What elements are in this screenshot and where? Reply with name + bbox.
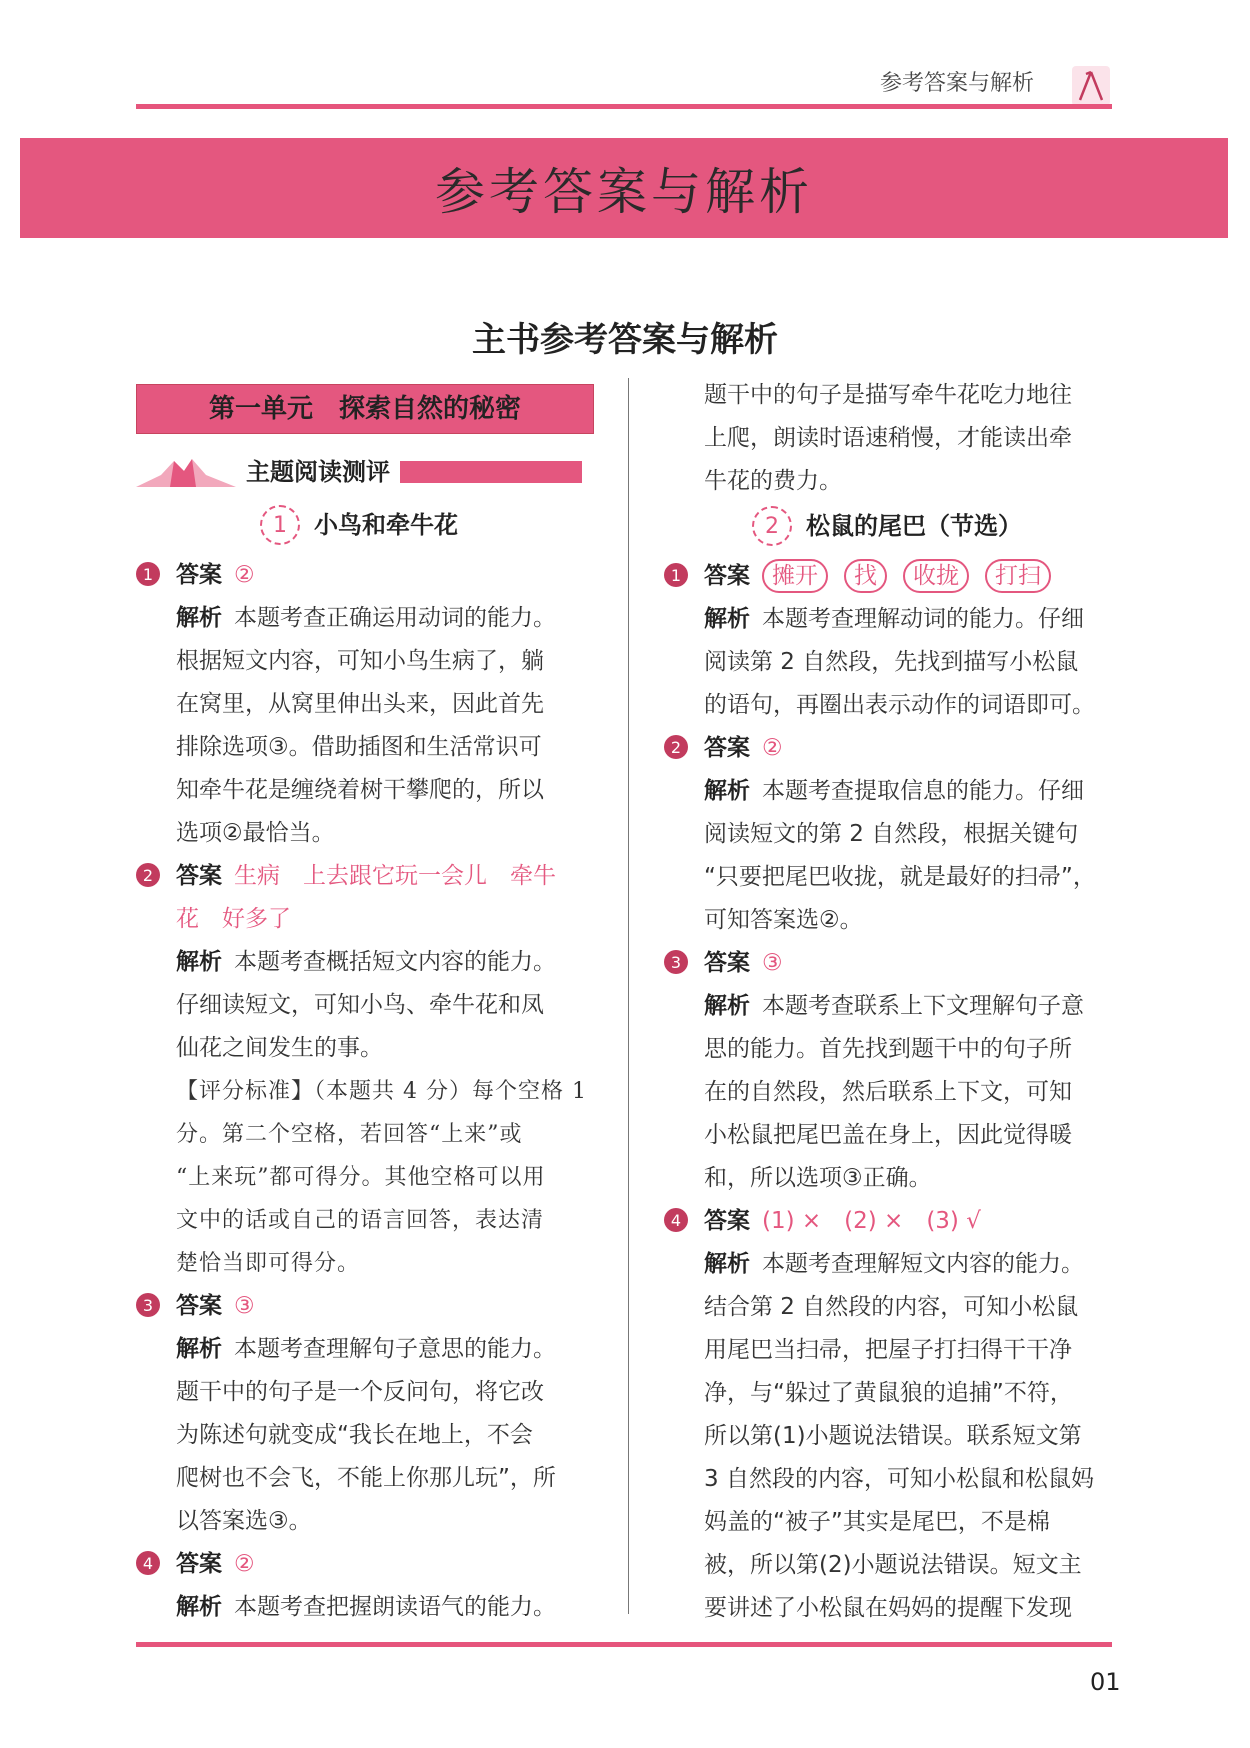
question-number: 3 [664, 950, 688, 974]
column-divider [628, 378, 629, 1614]
analysis-label: 解析 [704, 1251, 750, 1277]
circled-word: 打扫 [985, 559, 1051, 593]
story-number: 1 [260, 505, 300, 545]
answer-value: ③ [234, 1293, 255, 1319]
text-line: 知牵牛花是缠绕着树干攀爬的，所以 [176, 777, 544, 803]
scoring-line: 【评分标准】（本题共 4 分）每个空格 1 [176, 1079, 587, 1104]
question-4 [664, 1200, 1110, 1630]
text-line: 净，与“躲过了黄鼠狼的追捕”不符， [704, 1380, 1073, 1406]
text-line: 牛花的费力。 [704, 468, 842, 494]
footer-rule [136, 1642, 1112, 1647]
question-3 [664, 942, 1110, 1200]
story-number: 2 [752, 506, 792, 546]
left-column [136, 384, 587, 1629]
running-head: 参考答案与解析 [880, 71, 1035, 96]
text-line: 所以第(1)小题说法错误。联系短文第 [704, 1423, 1082, 1449]
analysis-label: 解析 [704, 606, 750, 632]
title-banner [20, 138, 1228, 238]
right-column [664, 374, 1110, 1630]
scoring-line: “上来玩”都可得分。其他空格可以用 [176, 1165, 546, 1190]
analysis-label: 解析 [704, 778, 750, 804]
text-line: 本题考查理解动词的能力。仔细 [762, 606, 1084, 632]
text-line: 可知答案选②。 [704, 907, 863, 933]
text-line: 阅读第 2 自然段，先找到描写小松鼠 [704, 649, 1079, 675]
text-line: 本题考查理解句子意思的能力。 [234, 1336, 556, 1362]
analysis-label: 解析 [176, 1336, 222, 1362]
analysis-label: 解析 [176, 605, 222, 631]
text-line: 小松鼠把尾巴盖在身上，因此觉得暖 [704, 1122, 1072, 1148]
unit-heading: 第一单元 探索自然的秘密 [136, 384, 594, 434]
text-line: 被，所以第(2)小题说法错误。短文主 [704, 1552, 1082, 1578]
story-title-1 [136, 502, 582, 548]
text-line: “只要把尾巴收拢，就是最好的扫帚”， [704, 864, 1096, 890]
text-line: 仙花之间发生的事。 [176, 1035, 383, 1061]
text-line: 的语句，再圈出表示动作的词语即可。 [704, 692, 1095, 718]
banner-title: 参考答案与解析 [435, 163, 813, 221]
text-line: 和，所以选项③正确。 [704, 1165, 932, 1191]
circled-word: 收拢 [903, 559, 969, 593]
scoring-line: 文中的话或自己的语言回答，表达清 [176, 1208, 545, 1233]
answer-value: 花 好多了 [176, 906, 291, 932]
question-number: 2 [136, 863, 160, 887]
section-bar [400, 461, 582, 483]
answer-label: 答案 [176, 1293, 222, 1319]
question-2 [664, 727, 1110, 942]
text-line: 选项②最恰当。 [176, 820, 335, 846]
question-number: 4 [664, 1208, 688, 1232]
answer-label: 答案 [704, 950, 750, 976]
text-line: 本题考查提取信息的能力。仔细 [762, 778, 1084, 804]
question-2 [136, 855, 587, 1285]
story-name: 小鸟和牵牛花 [314, 510, 458, 539]
text-line: 以答案选③。 [176, 1508, 312, 1534]
scoring-line: 楚恰当即可得分。 [176, 1251, 361, 1276]
story-title-2 [664, 503, 1110, 549]
person-icon [1072, 66, 1110, 106]
scoring-line: 分。第二个空格，若回答“上来”或 [176, 1122, 523, 1147]
question-number: 3 [136, 1293, 160, 1317]
answer-label: 答案 [176, 863, 222, 889]
text-line: 在窝里，从窝里伸出头来，因此首先 [176, 691, 544, 717]
text-line: 本题考查正确运用动词的能力。 [234, 605, 556, 631]
text-line: 3 自然段的内容，可知小松鼠和松鼠妈 [704, 1466, 1094, 1492]
text-line: 妈盖的“被子”其实是尾巴，不是棉 [704, 1509, 1050, 1535]
circled-word: 找 [844, 559, 887, 593]
analysis-label: 解析 [176, 1594, 222, 1620]
question-number: 1 [664, 563, 688, 587]
text-line: 思的能力。首先找到题干中的句子所 [704, 1036, 1072, 1062]
answer-value: ② [234, 562, 255, 588]
text-line: 本题考查理解短文内容的能力。 [762, 1251, 1084, 1277]
section-label: 主题阅读测评 [246, 457, 390, 486]
question-number: 4 [136, 1551, 160, 1575]
story-name: 松鼠的尾巴（节选） [806, 511, 1022, 540]
answer-value: ② [234, 1551, 255, 1577]
text-line: 用尾巴当扫帚，把屋子打扫得干干净 [704, 1337, 1072, 1363]
answer-label: 答案 [704, 735, 750, 761]
text-line: 根据短文内容，可知小鸟生病了，躺 [176, 648, 544, 674]
text-line: 在的自然段，然后联系上下文，可知 [704, 1079, 1072, 1105]
text-line: 爬树也不会飞，不能上你那儿玩”，所 [176, 1465, 556, 1491]
question-number: 1 [136, 562, 160, 586]
text-line: 上爬，朗读时语速稍慢，才能读出牵 [704, 425, 1072, 451]
text-line: 本题考查概括短文内容的能力。 [234, 949, 556, 975]
answer-label: 答案 [704, 1208, 750, 1234]
text-line: 结合第 2 自然段的内容，可知小松鼠 [704, 1294, 1079, 1320]
answer-value: ③ [762, 950, 783, 976]
text-line: 本题考查把握朗读语气的能力。 [234, 1594, 556, 1620]
text-line: 要讲述了小松鼠在妈妈的提醒下发现 [704, 1595, 1072, 1621]
circled-word: 摊开 [762, 559, 828, 593]
header-rule [136, 104, 1112, 109]
text-line: 为陈述句就变成“我长在地上，不会 [176, 1422, 533, 1448]
section-tag [136, 452, 582, 492]
question-1 [664, 555, 1110, 727]
question-number: 2 [664, 735, 688, 759]
mountain-icon [136, 457, 236, 487]
analysis-label: 解析 [704, 993, 750, 1019]
answer-value: 生病 上去跟它玩一会儿 牵牛 [234, 863, 556, 889]
answer-label: 答案 [176, 562, 222, 588]
text-line: 阅读短文的第 2 自然段，根据关键句 [704, 821, 1079, 847]
answer-value: ② [762, 735, 783, 761]
text-line: 排除选项③。借助插图和生活常识可 [176, 734, 542, 760]
question-4 [136, 1543, 582, 1629]
text-line: 题干中的句子是一个反问句，将它改 [176, 1379, 544, 1405]
continued-analysis [664, 374, 1110, 503]
book-title: 主书参考答案与解析 [472, 320, 778, 360]
text-line: 题干中的句子是描写牵牛花吃力地往 [704, 382, 1072, 408]
text-line: 本题考查联系上下文理解句子意 [762, 993, 1084, 1019]
question-3 [136, 1285, 582, 1543]
question-1 [136, 554, 582, 855]
answer-value: (1) × (2) × (3) √ [762, 1208, 981, 1234]
analysis-label: 解析 [176, 949, 222, 975]
answer-label: 答案 [704, 563, 750, 589]
answer-label: 答案 [176, 1551, 222, 1577]
page-number: 01 [1090, 1668, 1121, 1696]
text-line: 仔细读短文，可知小鸟、牵牛花和凤 [176, 992, 544, 1018]
